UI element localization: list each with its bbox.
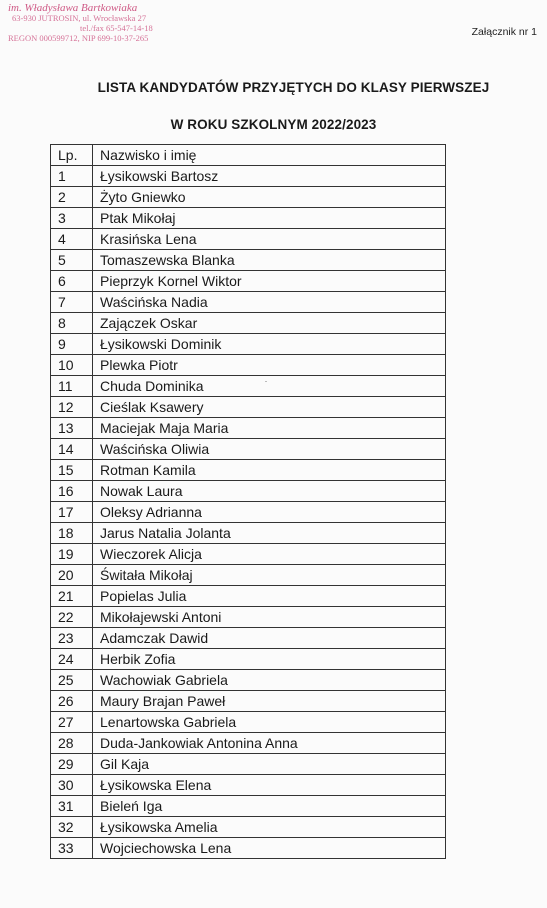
stamp-line-regon: REGON 000599712, NIP 699-10-37-265 [8, 33, 149, 43]
row-number: 25 [51, 670, 93, 691]
row-number: 26 [51, 691, 93, 712]
row-number: 24 [51, 649, 93, 670]
row-number: 22 [51, 607, 93, 628]
row-number: 23 [51, 628, 93, 649]
stamp-line-phone: tel./fax 65-547-14-18 [80, 23, 153, 33]
table-row [51, 397, 446, 418]
table-row [51, 376, 446, 397]
table-row [51, 418, 446, 439]
row-student-name: Pieprzyk Kornel Wiktor [93, 271, 446, 292]
row-student-name: Plewka Piotr [93, 355, 446, 376]
row-student-name: Tomaszewska Blanka [93, 250, 446, 271]
row-student-name: Maciejak Maja Maria [93, 418, 446, 439]
row-student-name: Wachowiak Gabriela [93, 670, 446, 691]
row-student-name: Cieślak Ksawery [93, 397, 446, 418]
row-number: 7 [51, 292, 93, 313]
row-number: 3 [51, 208, 93, 229]
table-row [51, 166, 446, 187]
row-student-name: Rotman Kamila [93, 460, 446, 481]
row-number: 29 [51, 754, 93, 775]
row-student-name: Duda-Jankowiak Antonina Anna [93, 733, 446, 754]
table-row [51, 250, 446, 271]
row-number: 32 [51, 817, 93, 838]
row-number: 5 [51, 250, 93, 271]
table-row [51, 565, 446, 586]
table-row [51, 628, 446, 649]
row-number: 12 [51, 397, 93, 418]
table-row [51, 271, 446, 292]
row-number: 16 [51, 481, 93, 502]
row-number: 19 [51, 544, 93, 565]
row-number: 31 [51, 796, 93, 817]
row-student-name: Bieleń Iga [93, 796, 446, 817]
stamp-line-address: 63-930 JUTROSIN, ul. Wrocławska 27 [12, 13, 147, 23]
table-row [51, 670, 446, 691]
candidates-table [50, 144, 446, 859]
row-number: 11 [51, 376, 93, 397]
row-student-name: Nowak Laura [93, 481, 446, 502]
row-student-name: Jarus Natalia Jolanta [93, 523, 446, 544]
table-row [51, 838, 446, 859]
table-row [51, 355, 446, 376]
stamp-line-name: im. Władysława Bartkowiaka [8, 2, 138, 14]
table-row [51, 187, 446, 208]
table-row [51, 313, 446, 334]
row-student-name: Adamczak Dawid [93, 628, 446, 649]
table-row [51, 292, 446, 313]
table-row [51, 523, 446, 544]
table-header-row [51, 145, 446, 166]
header-number: Lp. [51, 145, 93, 166]
row-student-name: Mikołajewski Antoni [93, 607, 446, 628]
row-number: 8 [51, 313, 93, 334]
table-body [51, 166, 446, 859]
table-row [51, 733, 446, 754]
table-row [51, 712, 446, 733]
table-row [51, 439, 446, 460]
table-row [51, 544, 446, 565]
row-number: 30 [51, 775, 93, 796]
header-name: Nazwisko i imię [93, 145, 446, 166]
table-row [51, 229, 446, 250]
scan-speck [265, 381, 267, 382]
document-subtitle: W ROKU SZKOLNYM 2022/2023 [170, 117, 377, 132]
row-number: 14 [51, 439, 93, 460]
table-row [51, 607, 446, 628]
row-student-name: Wojciechowska Lena [93, 838, 446, 859]
document-title: LISTA KANDYDATÓW PRZYJĘTYCH DO KLASY PIERWSZEJ [97, 80, 490, 95]
row-student-name: Chuda Dominika [93, 376, 446, 397]
row-number: 4 [51, 229, 93, 250]
table-row [51, 334, 446, 355]
row-number: 10 [51, 355, 93, 376]
row-student-name: Lenartowska Gabriela [93, 712, 446, 733]
row-student-name: Ptak Mikołaj [93, 208, 446, 229]
table-row [51, 691, 446, 712]
row-number: 9 [51, 334, 93, 355]
table-row [51, 775, 446, 796]
row-student-name: Herbik Zofia [93, 649, 446, 670]
row-student-name: Oleksy Adrianna [93, 502, 446, 523]
table-row [51, 649, 446, 670]
row-student-name: Krasińska Lena [93, 229, 446, 250]
table-row [51, 502, 446, 523]
row-number: 13 [51, 418, 93, 439]
row-student-name: Łysikowski Bartosz [93, 166, 446, 187]
row-number: 1 [51, 166, 93, 187]
row-number: 27 [51, 712, 93, 733]
row-student-name: Żyto Gniewko [93, 187, 446, 208]
row-student-name: Łysikowska Amelia [93, 817, 446, 838]
row-number: 28 [51, 733, 93, 754]
row-number: 21 [51, 586, 93, 607]
row-student-name: Świtała Mikołaj [93, 565, 446, 586]
row-student-name: Łysikowski Dominik [93, 334, 446, 355]
row-student-name: Gil Kaja [93, 754, 446, 775]
row-number: 15 [51, 460, 93, 481]
row-student-name: Popielas Julia [93, 586, 446, 607]
row-number: 6 [51, 271, 93, 292]
row-number: 2 [51, 187, 93, 208]
row-number: 17 [51, 502, 93, 523]
table-row [51, 586, 446, 607]
row-number: 18 [51, 523, 93, 544]
row-student-name: Łysikowska Elena [93, 775, 446, 796]
row-number: 33 [51, 838, 93, 859]
annex-label: Załącznik nr 1 [471, 26, 537, 38]
table-row [51, 460, 446, 481]
row-student-name: Maury Brajan Paweł [93, 691, 446, 712]
row-number: 20 [51, 565, 93, 586]
table-row [51, 796, 446, 817]
table-row [51, 208, 446, 229]
table-row [51, 817, 446, 838]
row-student-name: Waścińska Nadia [93, 292, 446, 313]
table-row [51, 481, 446, 502]
row-student-name: Zajączek Oskar [93, 313, 446, 334]
row-student-name: Wieczorek Alicja [93, 544, 446, 565]
school-stamp [8, 3, 183, 43]
table-row [51, 754, 446, 775]
row-student-name: Waścińska Oliwia [93, 439, 446, 460]
